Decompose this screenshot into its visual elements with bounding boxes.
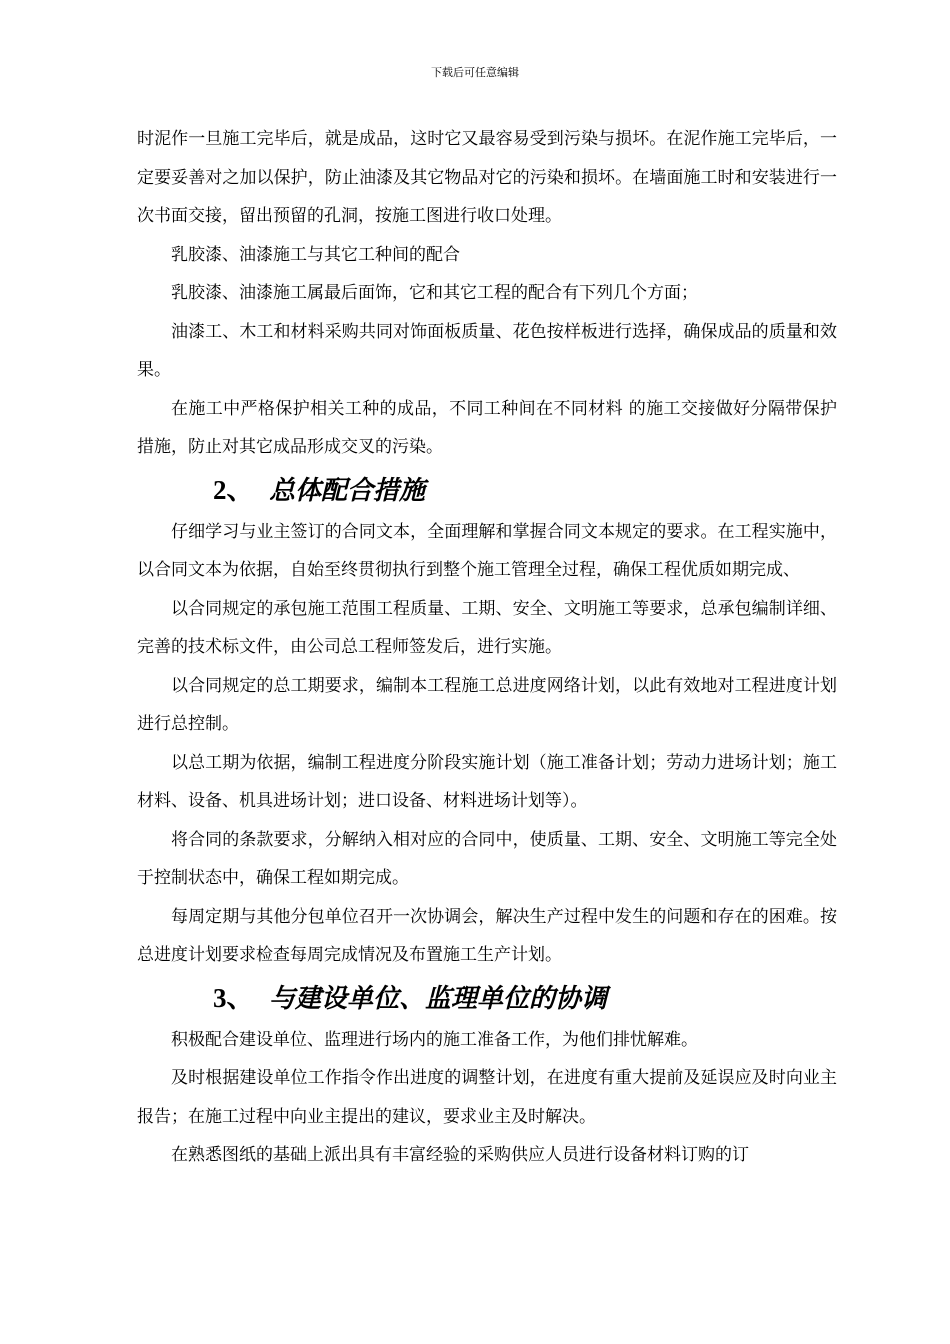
section-title: 与建设单位、监理单位的协调: [269, 983, 608, 1014]
paragraph: 以总工期为依据，编制工程进度分阶段实施计划（施工准备计划；劳动力进场计划；施工材料、设备、机具进场计划；进口设备、材料进场计划等）。: [137, 752, 837, 811]
paragraph: 油漆工、木工和材料采购共同对饰面板质量、花色按样板进行选择，确保成品的质量和效果。: [137, 321, 837, 380]
section-title: 总体配合措施: [269, 475, 426, 506]
document-body: [137, 120, 837, 1175]
paragraph: 以合同规定的总工期要求，编制本工程施工总进度网络计划，以此有效地对工程进度计划进行总控制。: [137, 675, 837, 734]
paragraph: 将合同的条款要求，分解纳入相对应的合同中，使质量、工期、安全、文明施工等完全处于控制状态中，确保工程如期完成。: [137, 829, 837, 888]
section-number: 2、: [213, 474, 254, 505]
paragraph: 积极配合建设单位、监理进行场内的施工准备工作，为他们排忧解难。: [171, 1029, 698, 1050]
section-heading: [137, 467, 837, 513]
paragraph: 以合同规定的承包施工范围工程质量、工期、安全、文明施工等要求，总承包编制详细、完善的技术标文件，由公司总工程师签发后，进行实施。: [137, 598, 837, 657]
paragraph: 乳胶漆、油漆施工属最后面饰，它和其它工程的配合有下列几个方面；: [171, 283, 698, 303]
paragraph: 乳胶漆、油漆施工与其它工种间的配合: [171, 244, 460, 265]
paragraph: 仔细学习与业主签订的合同文本，全面理解和掌握合同文本规定的要求。在工程实施中，以合同文本为依据，自始至终贯彻执行到整个施工管理全过程，确保工程优质如期完成、: [137, 521, 837, 580]
paragraph: 时泥作一旦施工完毕后，就是成品，这时它又最容易受到污染与损坏。在泥作施工完毕后，一定要妥善对之加以保护，防止油漆及其它物品对它的污染和损坏。在墙面施工时和安装进行一次书面交接，留出预留的孔洞，按施工图进行收口处理。: [137, 129, 837, 226]
paragraph: 在熟悉图纸的基础上派出具有丰富经验的采购供应人员进行设备材料订购的订: [171, 1145, 749, 1165]
paragraph: 及时根据建设单位工作指令作出进度的调整计划，在进度有重大提前及延误应及时向业主报告；在施工过程中向业主提出的建议，要求业主及时解决。: [137, 1068, 837, 1127]
section-heading: [137, 975, 837, 1021]
paragraph: 在施工中严格保护相关工种的成品，不同工种间在不同材料 的施工交接做好分隔带保护措施，防止对其它成品形成交叉的污染。: [137, 398, 837, 457]
paragraph: 每周定期与其他分包单位召开一次协调会，解决生产过程中发生的问题和存在的困难。按总进度计划要求检查每周完成情况及布置施工生产计划。: [137, 906, 837, 965]
page-header: 下载后可任意编辑: [431, 66, 519, 79]
section-number: 3、: [213, 982, 254, 1013]
